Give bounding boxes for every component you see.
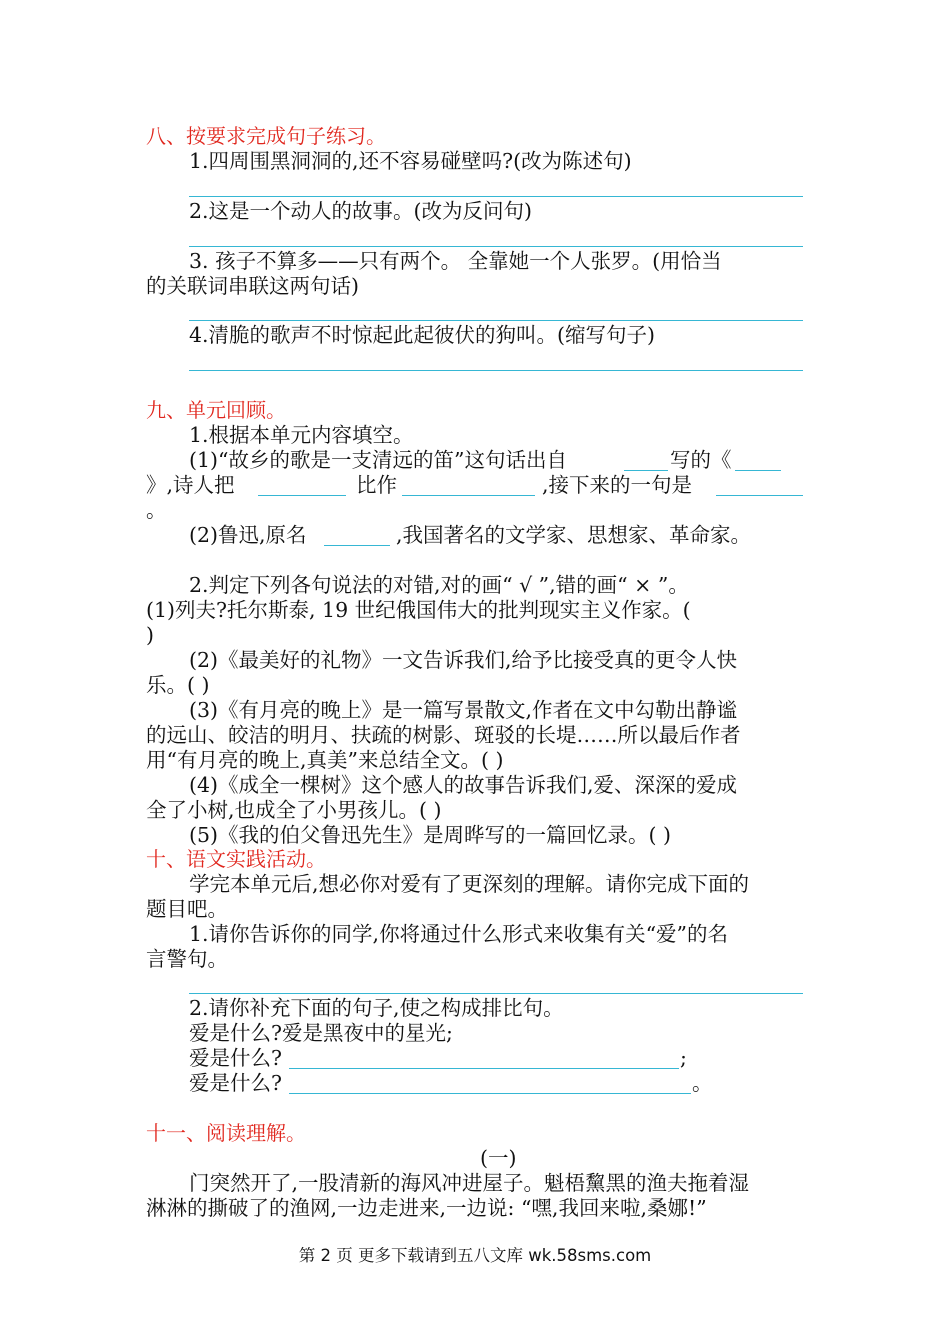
blank-compared-to[interactable] xyxy=(402,495,535,496)
question-9-2: 2.判定下列各句说法的对错,对的画“ √ ”,错的画“ × ”。 xyxy=(189,573,689,597)
question-9-2-4-line1: (4)《成全一棵树》这个感人的故事告诉我们,爱、深深的爱成 xyxy=(189,773,738,797)
question-9-2-2-line1: (2)《最美好的礼物》一文告诉我们,给予比接受真的更令人快 xyxy=(189,648,738,672)
question-9-1: 1.根据本单元内容填空。 xyxy=(189,423,414,447)
answer-line-8-1[interactable] xyxy=(189,196,803,197)
section-9-title: 九、单元回顾。 xyxy=(146,398,286,422)
blank-parallel-sentence-2[interactable] xyxy=(289,1068,679,1069)
section-10-intro-line1: 学完本单元后,想必你对爱有了更深刻的理解。请你完成下面的 xyxy=(189,872,750,896)
question-9-1-1-text-e: ,接下来的一句是 xyxy=(542,473,693,497)
answer-line-8-4[interactable] xyxy=(189,370,803,371)
parallel-sentence-2-prefix: 爱是什么? xyxy=(189,1046,282,1070)
question-9-2-3-line2: 的远山、皎洁的明月、扶疏的树影、斑驳的长堤……所以最后作者 xyxy=(146,723,741,747)
page-footer: 第 2 页 更多下载请到五八文库 wk.58sms.com xyxy=(298,1246,652,1265)
section-8-title: 八、按要求完成句子练习。 xyxy=(146,124,386,148)
parallel-sentence-2-end: ; xyxy=(680,1046,687,1070)
answer-line-8-3[interactable] xyxy=(189,320,803,321)
question-9-2-3-line3: 用“有月亮的晚上,真美”来总结全文。( ) xyxy=(146,748,504,772)
question-9-2-1-line1: (1)列夫?托尔斯泰, 19 世纪俄国伟大的批判现实主义作家。( xyxy=(146,598,691,622)
question-9-1-1-text-a: (1)“故乡的歌是一支清远的笛”这句话出自 xyxy=(189,448,567,472)
question-8-4: 4.清脆的歌声不时惊起此起彼伏的狗叫。(缩写句子) xyxy=(189,323,656,347)
question-8-1: 1.四周围黑洞洞的,还不容易碰壁吗?(改为陈述句) xyxy=(189,149,632,173)
blank-compared-thing[interactable] xyxy=(258,495,346,496)
question-9-2-1-line2: ) xyxy=(146,623,154,647)
question-10-1-line1: 1.请你告诉你的同学,你将通过什么形式来收集有关“爱”的名 xyxy=(189,922,729,946)
section-11-title: 十一、阅读理解。 xyxy=(146,1121,306,1145)
question-9-2-4-line2: 全了小树,也成全了小男孩儿。( ) xyxy=(146,798,442,822)
blank-poem-title[interactable] xyxy=(735,470,781,471)
answer-line-8-2[interactable] xyxy=(189,246,803,247)
question-9-2-5: (5)《我的伯父鲁迅先生》是周晔写的一篇回忆录。( ) xyxy=(189,823,672,847)
parallel-sentence-3-prefix: 爱是什么? xyxy=(189,1071,282,1095)
parallel-sentence-1: 爱是什么?爱是黑夜中的星光; xyxy=(189,1021,453,1045)
blank-author[interactable] xyxy=(624,470,668,471)
question-9-1-2-text-b: ,我国著名的文学家、思想家、革命家。 xyxy=(396,523,752,547)
question-9-1-1-text-b: 写的《 xyxy=(670,448,732,472)
question-9-1-1-text-c: 》,诗人把 xyxy=(146,473,235,497)
blank-original-name[interactable] xyxy=(324,545,390,546)
blank-next-line[interactable] xyxy=(716,495,803,496)
question-9-2-2-line2: 乐。( ) xyxy=(146,673,210,697)
answer-line-10-1[interactable] xyxy=(189,993,803,994)
parallel-sentence-3-end: 。 xyxy=(692,1071,713,1095)
question-8-3-line2: 的关联词串联这两句话) xyxy=(146,274,359,298)
question-9-1-1-text-f: 。 xyxy=(146,498,167,522)
question-9-1-1-text-d: 比作 xyxy=(356,473,397,497)
blank-parallel-sentence-3[interactable] xyxy=(289,1093,691,1094)
question-9-1-2-text-a: (2)鲁迅,原名 xyxy=(189,523,307,547)
question-9-2-3-line1: (3)《有月亮的晚上》是一篇写景散文,作者在文中勾勒出静谧 xyxy=(189,698,738,722)
question-10-2: 2.请你补充下面的句子,使之构成排比句。 xyxy=(189,996,564,1020)
question-8-3-line1: 3. 孩子不算多——只有两个。 全靠她一个人张罗。(用恰当 xyxy=(189,249,722,273)
reading-passage-line2: 淋淋的撕破了的渔网,一边走进来,一边说: “嘿,我回来啦,桑娜!” xyxy=(146,1196,707,1220)
section-10-intro-line2: 题目吧。 xyxy=(146,897,228,921)
reading-passage-line1: 门突然开了,一股清新的海风冲进屋子。魁梧黧黑的渔夫拖着湿 xyxy=(189,1171,750,1195)
question-8-2: 2.这是一个动人的故事。(改为反问句) xyxy=(189,199,533,223)
reading-part-label: (一) xyxy=(480,1146,517,1170)
section-10-title: 十、语文实践活动。 xyxy=(146,847,326,871)
question-10-1-line2: 言警句。 xyxy=(146,947,228,971)
